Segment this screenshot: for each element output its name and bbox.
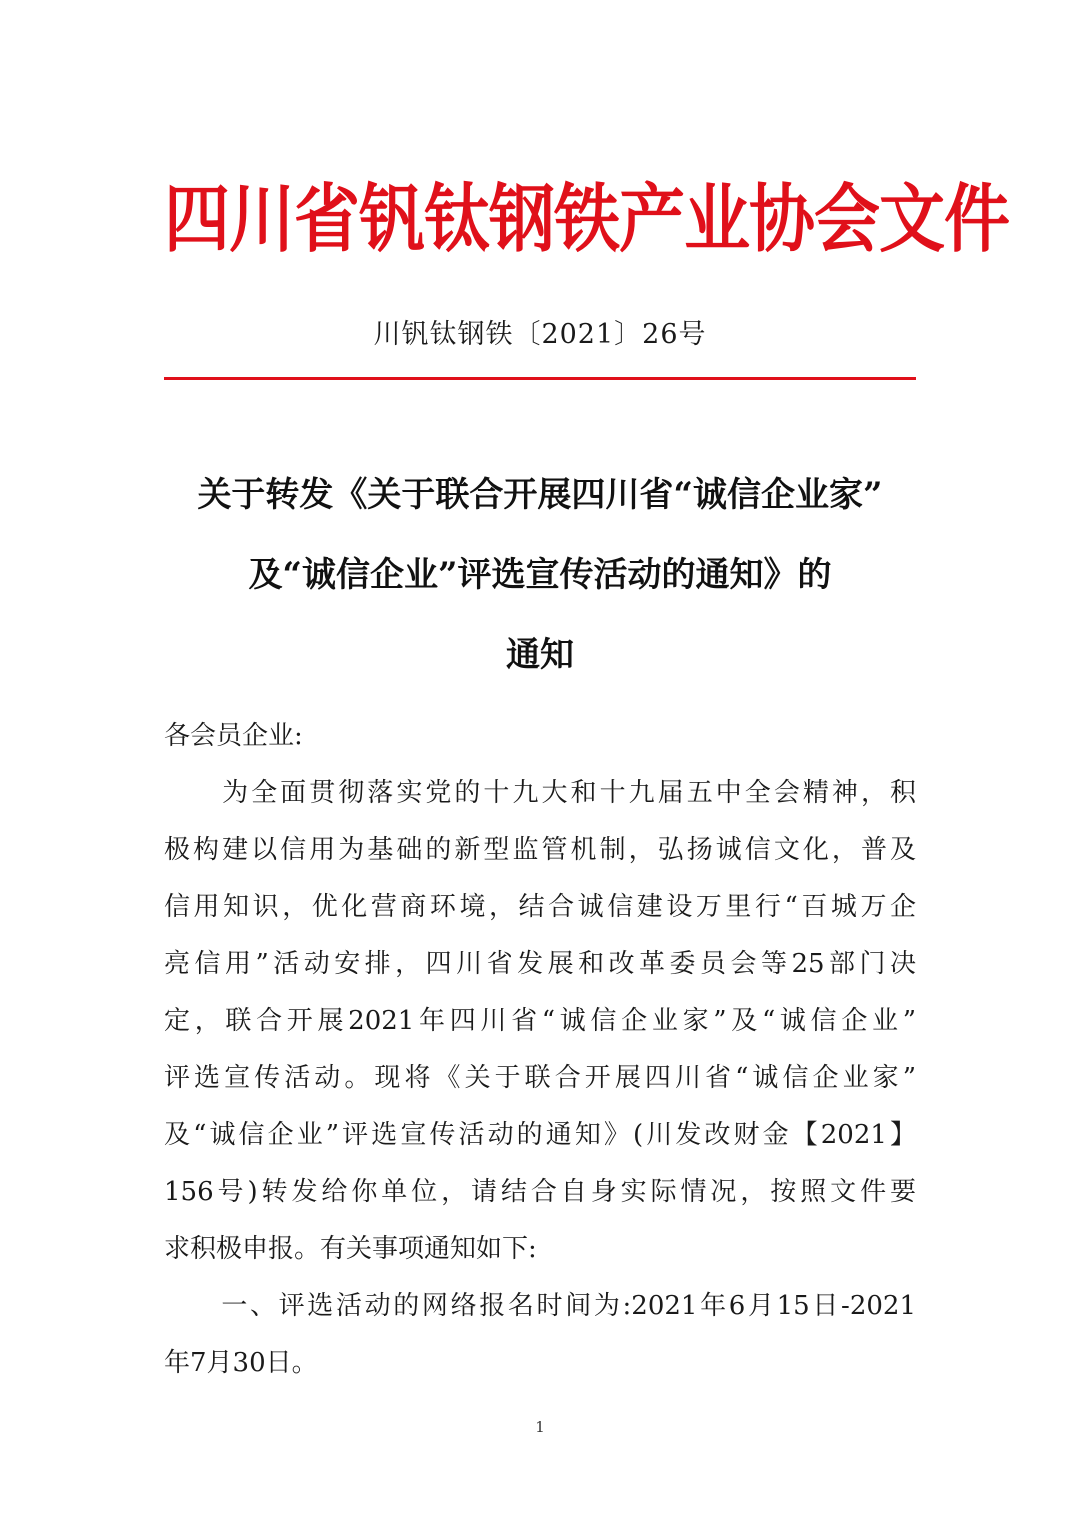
- notice-title-line: 通知: [506, 635, 574, 675]
- red-divider-line: [164, 377, 916, 380]
- page-number: 1: [535, 1418, 545, 1436]
- paragraph-line: 定，联合开展2021年四川省“诚信企业家”及“诚信企业”: [164, 1006, 916, 1036]
- paragraph-line: 亮信用”活动安排，四川省发展和改革委员会等25部门决: [164, 949, 916, 979]
- paragraph-line: 极构建以信用为基础的新型监管机制，弘扬诚信文化，普及: [164, 835, 916, 865]
- paragraph-line: 评选宣传活动。现将《关于联合开展四川省“诚信企业家”: [164, 1063, 916, 1093]
- notice-title: [150, 455, 930, 695]
- paragraph-line: 及“诚信企业”评选宣传活动的通知》(川发改财金【2021】: [164, 1120, 916, 1150]
- paragraph-line: 156号)转发给你单位，请结合自身实际情况，按照文件要: [164, 1177, 916, 1207]
- notice-title-line: 及“诚信企业”评选宣传活动的通知》的: [248, 555, 832, 595]
- item-line: 一、评选活动的网络报名时间为:2021年6月15日-2021: [164, 1291, 916, 1321]
- salutation: 各会员企业:: [164, 721, 303, 751]
- org-document-title: 四川省钒钛钢铁产业协会文件: [164, 176, 1009, 263]
- notice-title-line: 关于转发《关于联合开展四川省“诚信企业家”: [197, 475, 883, 515]
- body-text: [164, 708, 916, 1392]
- item-line: 年7月30日。: [164, 1348, 318, 1378]
- document-number: 川钒钛钢铁〔2021〕26号: [373, 319, 707, 350]
- paragraph-line: 为全面贯彻落实党的十九大和十九届五中全会精神，积: [164, 778, 916, 808]
- paragraph-line: 求积极申报。有关事项通知如下:: [164, 1234, 537, 1264]
- paragraph-line: 信用知识，优化营商环境，结合诚信建设万里行“百城万企: [164, 892, 916, 922]
